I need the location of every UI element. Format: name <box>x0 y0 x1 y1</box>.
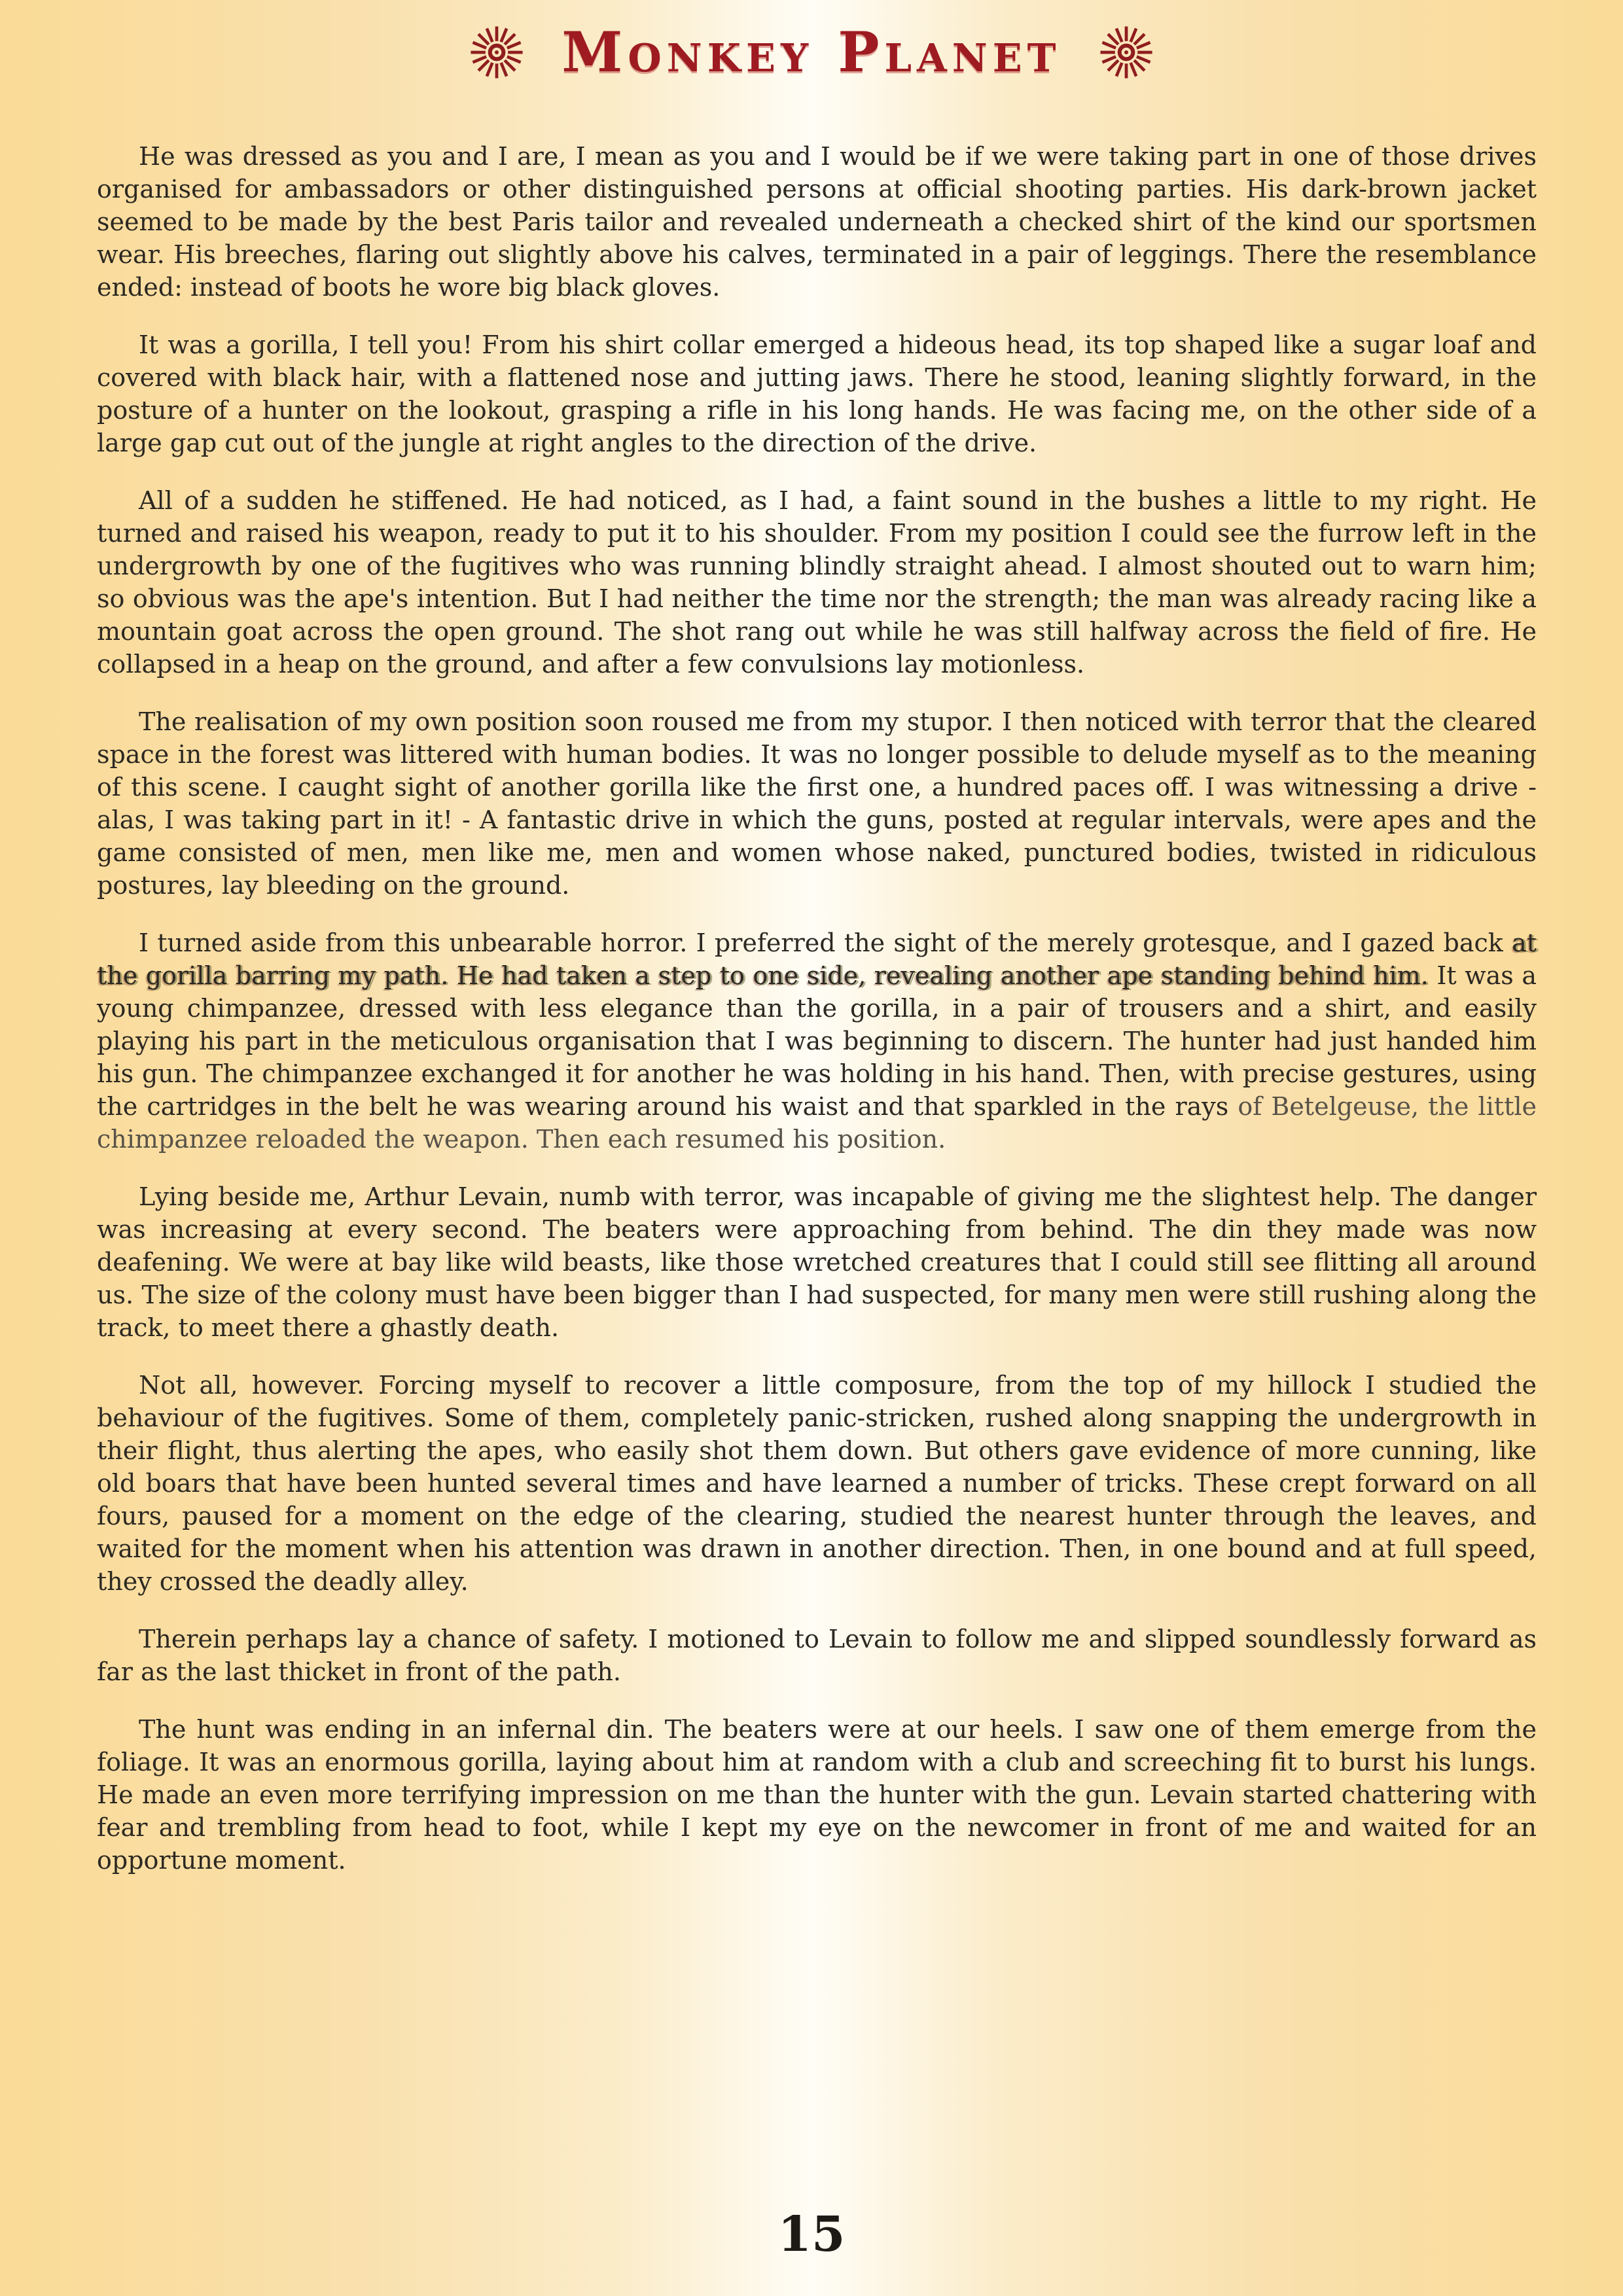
paragraph-text-faded: of Betelgeuse, the little chimpanzee reloaded the weapon. Then each resumed his position. <box>97 1092 1537 1154</box>
page-body-text <box>97 140 1537 1901</box>
sunburst-rosette-icon <box>1098 24 1154 80</box>
paragraph <box>97 927 1537 1156</box>
paragraph-text-smudged: at the gorilla barring my path. He had taken a step to one side, revealing another ape standing behind him. <box>97 928 1537 990</box>
paragraph-text: I turned aside from this unbearable horror. I preferred the sight of the merely grotesque, and I gazed back <box>139 928 1512 957</box>
sunburst-rosette-icon <box>469 24 525 80</box>
paragraph: Not all, however. Forcing myself to recover a little composure, from the top of my hillock I studied the behaviour of the fugitives. Some of them, completely panic-stricken, rushed along snapping the undergrowth in their flight, thus alerting the apes, who easily shot them down. But others gave evidence of more cunning, like old boars that have been hunted several times and have learned a number of tricks. These crept forward on all fours, paused for a moment on the edge of the clearing, studied the nearest hunter through the leaves, and waited for the moment when his attention was drawn in another direction. Then, in one bound and at full speed, they crossed the deadly alley. <box>97 1371 1537 1596</box>
page-header <box>0 22 1623 82</box>
paragraph: Lying beside me, Arthur Levain, numb with terror, was incapable of giving me the slightest help. The danger was increasing at every second. The beaters were approaching from behind. The din they made was now deafening. We were at bay like wild beasts, like those wretched creatures that I could still see flitting all around us. The size of the colony must have been bigger than I had suspected, for many men were still rushing along the track, to meet there a ghastly death. <box>97 1182 1537 1342</box>
paragraph: Therein perhaps lay a chance of safety. I motioned to Levain to follow me and slipped soundlessly forward as far as the last thicket in front of the path. <box>97 1625 1537 1686</box>
page-number: 15 <box>777 2206 846 2263</box>
paragraph: The realisation of my own position soon roused me from my stupor. I then noticed with terror that the cleared space in the forest was littered with human bodies. It was no longer possible to delude myself as to the meaning of this scene. I caught sight of another gorilla like the first one, a hundred paces off. I was witnessing a drive - alas, I was taking part in it! - A fantastic drive in which the guns, posted at regular intervals, were apes and the game consisted of men, men like me, men and women whose naked, punctured bodies, twisted in ridiculous postures, lay bleeding on the ground. <box>97 707 1537 900</box>
paragraph: All of a sudden he stiffened. He had noticed, as I had, a faint sound in the bushes a little to my right. He turned and raised his weapon, ready to put it to his shoulder. From my position I could see the furrow left in the undergrowth by one of the fugitives who was running blindly straight ahead. I almost shouted out to warn him; so obvious was the ape's intention. But I had neither the time nor the strength; the man was already racing like a mountain goat across the open ground. The shot rang out while he was still halfway across the field of fire. He collapsed in a heap on the ground, and after a few convulsions lay motionless. <box>97 486 1537 679</box>
paragraph-text: It was a young chimpanzee, dressed with less elegance than the gorilla, in a pair of trousers and a shirt, and easily playing his part in the meticulous organisation that I was beginning to discern. The hunter had just handed him his gun. The chimpanzee exchanged it for another he was holding in his hand. Then, with precise gestures, using the cartridges in the belt he was wearing around his waist and that sparkled in the rays <box>97 961 1537 1121</box>
paragraph: It was a gorilla, I tell you! From his shirt collar emerged a hideous head, its top shaped like a sugar loaf and covered with black hair, with a flattened nose and jutting jaws. There he stood, leaning slightly forward, in the posture of a hunter on the lookout, grasping a rifle in his long hands. He was facing me, on the other side of a large gap cut out of the jungle at right angles to the direction of the drive. <box>97 330 1537 457</box>
page-title: Monkey Planet <box>562 20 1061 84</box>
paragraph: The hunt was ending in an infernal din. The beaters were at our heels. I saw one of them emerge from the foliage. It was an enormous gorilla, laying about him at random with a club and screeching fit to burst his lungs. He made an even more terrifying impression on me than the hunter with the gun. Levain started chattering with fear and trembling from head to foot, while I kept my eye on the newcomer in front of me and waited for an opportune moment. <box>97 1715 1537 1875</box>
paragraph: He was dressed as you and I are, I mean as you and I would be if we were taking part in one of those drives organised for ambassadors or other distinguished persons at official shooting parties. His dark-brown jacket seemed to be made by the best Paris tailor and revealed underneath a checked shirt of the kind our sportsmen wear. His breeches, flaring out slightly above his calves, terminated in a pair of leggings. There the resemblance ended: instead of boots he wore big black gloves. <box>97 142 1537 302</box>
